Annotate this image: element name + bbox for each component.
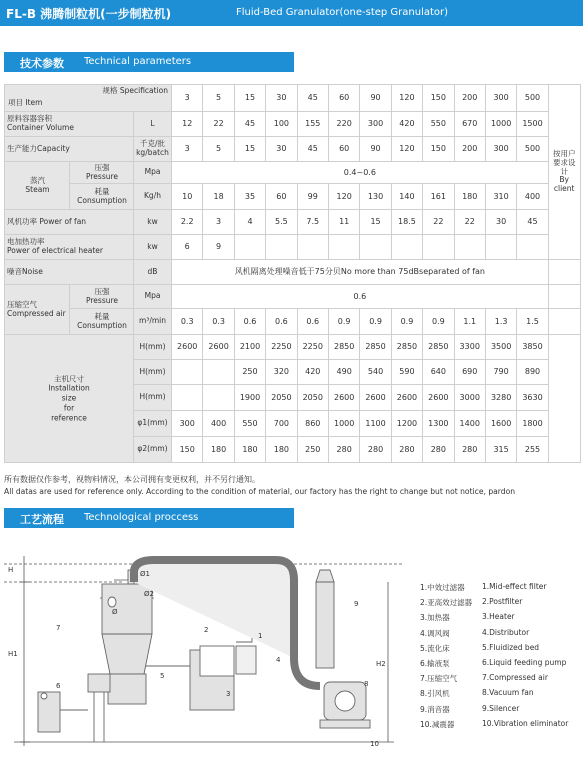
- table-cell: 280: [360, 437, 391, 463]
- process-section-title-en: Technological proccess: [84, 512, 199, 523]
- table-cell: 2600: [203, 335, 234, 360]
- table-cell: 1800: [517, 411, 548, 437]
- size-label-en: for: [63, 403, 75, 413]
- table-cell: 130: [360, 184, 391, 210]
- table-cell: 120: [391, 137, 422, 162]
- air-pressure-unit: Mpa: [134, 285, 172, 309]
- legend-zh: 6.输液泵: [420, 658, 450, 668]
- table-cell: 3500: [485, 335, 516, 360]
- steam-consumption-unit: Kg/h: [134, 184, 172, 210]
- spec-value: 15: [234, 85, 265, 112]
- table-cell: 0.6: [234, 309, 265, 335]
- table-cell: 1300: [423, 411, 454, 437]
- table-cell: 3: [203, 210, 234, 235]
- table-cell: 150: [172, 437, 203, 463]
- steam-label-zh: 蒸汽: [30, 175, 45, 185]
- steam-pressure-en: Pressure: [85, 171, 119, 181]
- table-cell: 280: [391, 437, 422, 463]
- steam-consumption-en: Consumption: [77, 195, 127, 205]
- callout-5: 5: [160, 672, 165, 680]
- table-cell: 400: [517, 184, 548, 210]
- size-row-1: [5, 335, 581, 360]
- size-unit: H(mm): [134, 385, 172, 411]
- table-cell: 550: [423, 112, 454, 137]
- table-cell: 2050: [297, 385, 328, 411]
- legend-en: 4.Distributor: [482, 627, 530, 637]
- table-cell: 2600: [360, 385, 391, 411]
- air-consumption-label: [70, 309, 134, 335]
- table-cell: 0.6: [266, 309, 297, 335]
- steam-consumption-zh: 耗量: [94, 186, 110, 196]
- fan-row: [5, 210, 581, 235]
- table-cell: 140: [391, 184, 422, 210]
- table-cell: 220: [328, 112, 359, 137]
- table-cell: 22: [454, 210, 485, 235]
- table-cell: 2100: [234, 335, 265, 360]
- callout-9: 9: [354, 600, 359, 608]
- legend-en: 6.Liquid feeding pump: [482, 657, 567, 667]
- table-cell: 690: [454, 360, 485, 385]
- legend-zh: 5.流化床: [420, 643, 450, 653]
- table-cell: 1400: [454, 411, 485, 437]
- label-h2: H2: [376, 660, 386, 668]
- spec-value: 300: [485, 85, 516, 112]
- process-section-heading: [4, 508, 294, 528]
- table-cell: 2850: [328, 335, 359, 360]
- note-line: client: [553, 183, 575, 193]
- air-pressure-row: [5, 285, 581, 309]
- spec-value: 200: [454, 85, 485, 112]
- callout-4: 4: [276, 656, 281, 664]
- label-phi2: Ø2: [144, 590, 154, 598]
- table-cell: 315: [485, 437, 516, 463]
- table-cell: 90: [360, 137, 391, 162]
- capacity-label: 生产能力Capacity: [5, 137, 134, 162]
- size-label-en: reference: [51, 413, 87, 423]
- silencer-top: [316, 570, 334, 582]
- table-cell: 790: [485, 360, 516, 385]
- table-cell: 3280: [485, 385, 516, 411]
- table-cell: 0.9: [328, 309, 359, 335]
- table-cell: 2600: [328, 385, 359, 411]
- spec-value: 5: [203, 85, 234, 112]
- table-cell: 30: [485, 210, 516, 235]
- table-cell: 3850: [517, 335, 548, 360]
- legend-item: [420, 673, 580, 688]
- table-cell: [172, 385, 203, 411]
- note-line: By: [559, 175, 569, 185]
- table-cell: 1200: [391, 411, 422, 437]
- table-cell: 250: [297, 437, 328, 463]
- table-cell: 310: [485, 184, 516, 210]
- table-cell: 2250: [266, 335, 297, 360]
- vibration-eliminator: [320, 720, 370, 728]
- legend-item: [420, 582, 580, 597]
- table-cell: 1.5: [517, 309, 548, 335]
- legend-item: [420, 612, 580, 627]
- note-empty: [548, 309, 580, 335]
- table-cell: 0.9: [423, 309, 454, 335]
- heater-label-zh: 电加热功率: [7, 237, 45, 247]
- table-cell: 420: [297, 360, 328, 385]
- air-handler: [200, 646, 234, 676]
- legend-zh: 7.压缩空气: [420, 674, 458, 684]
- table-cell: [485, 235, 516, 260]
- callout-2: 2: [204, 626, 209, 634]
- bed-body: [108, 674, 146, 704]
- fan-label: 风机功率 Power of fan: [5, 210, 134, 235]
- table-cell: 45: [297, 137, 328, 162]
- callout-3: 3: [226, 690, 231, 698]
- parameters-table: [4, 84, 581, 463]
- tech-section-title-en: Technical parameters: [84, 56, 192, 67]
- size-label-en: Installation: [48, 383, 90, 393]
- table-cell: 280: [454, 437, 485, 463]
- table-cell: 5.5: [266, 210, 297, 235]
- fan-housing: [335, 691, 355, 711]
- spec-value: 120: [391, 85, 422, 112]
- sight-glass: [108, 597, 116, 607]
- air-consumption-zh: 耗量: [94, 311, 110, 321]
- table-cell: 5: [203, 137, 234, 162]
- table-cell: 1000: [328, 411, 359, 437]
- table-cell: 0.3: [172, 309, 203, 335]
- table-cell: 2250: [297, 335, 328, 360]
- size-unit: φ1(mm): [134, 411, 172, 437]
- size-unit: φ2(mm): [134, 437, 172, 463]
- size-label: [5, 335, 134, 463]
- table-cell: 2850: [391, 335, 422, 360]
- size-label-en: size: [61, 393, 77, 403]
- table-cell: 860: [297, 411, 328, 437]
- table-cell: 200: [454, 137, 485, 162]
- table-cell: 15: [360, 210, 391, 235]
- model-title: FL-B 沸腾制粒机(一步制粒机): [6, 7, 172, 21]
- noise-row: [5, 260, 581, 285]
- legend-en: 2.Postfilter: [482, 597, 523, 607]
- label-phi1: Ø1: [140, 570, 150, 578]
- legend-item: [420, 688, 580, 703]
- table-cell: 300: [485, 137, 516, 162]
- table-cell: 99: [297, 184, 328, 210]
- legend-item: [420, 719, 580, 734]
- steam-pressure-row: [5, 162, 581, 184]
- air-consumption-unit: m³/min: [134, 309, 172, 335]
- table-cell: 45: [234, 112, 265, 137]
- table-cell: 18: [203, 184, 234, 210]
- table-cell: 280: [328, 437, 359, 463]
- table-cell: 1.1: [454, 309, 485, 335]
- table-cell: [266, 235, 297, 260]
- spec-value: 45: [297, 85, 328, 112]
- container-cart: [88, 674, 110, 692]
- size-unit: H(mm): [134, 335, 172, 360]
- steam-label: [5, 162, 70, 210]
- header-bar: [0, 0, 583, 26]
- note-empty: [548, 335, 580, 463]
- table-cell: [423, 235, 454, 260]
- table-cell: 120: [328, 184, 359, 210]
- container-label: [5, 112, 134, 137]
- spec-value: 150: [423, 85, 454, 112]
- table-cell: 700: [266, 411, 297, 437]
- legend-zh: 8.引风机: [420, 689, 450, 699]
- table-cell: 550: [234, 411, 265, 437]
- legend-item: [420, 704, 580, 719]
- container-unit: L: [134, 112, 172, 137]
- label-h1: H1: [8, 650, 18, 658]
- table-cell: 15: [234, 137, 265, 162]
- callout-7: 7: [56, 624, 61, 632]
- note-line: 按用户: [552, 149, 576, 159]
- table-cell: 2600: [172, 335, 203, 360]
- heater-unit: kw: [134, 235, 172, 260]
- air-consumption-row: [5, 309, 581, 335]
- steam-label-en: Steam: [25, 184, 50, 194]
- table-cell: 180: [203, 437, 234, 463]
- table-cell: 10: [172, 184, 203, 210]
- silencer: [316, 582, 334, 668]
- air-label-en: Compressed air: [7, 308, 66, 318]
- spec-header-cell: [5, 85, 172, 112]
- callout-1: 1: [258, 632, 263, 640]
- table-cell: 60: [328, 137, 359, 162]
- table-cell: [172, 360, 203, 385]
- table-cell: 1600: [485, 411, 516, 437]
- note-line: 要求设: [552, 158, 576, 168]
- table-cell: 30: [266, 137, 297, 162]
- table-cell: 640: [423, 360, 454, 385]
- table-cell: 280: [423, 437, 454, 463]
- exhaust-duct: [134, 560, 294, 658]
- table-cell: 2600: [391, 385, 422, 411]
- spec-label: 规格 Specification: [102, 86, 169, 95]
- steam-consumption-row: [5, 184, 581, 210]
- table-cell: 0.9: [391, 309, 422, 335]
- container-row: [5, 112, 581, 137]
- size-label-zh: 主机尺寸: [54, 374, 84, 384]
- tech-section-heading: [4, 52, 294, 72]
- table-cell: 890: [517, 360, 548, 385]
- table-cell: 9: [203, 235, 234, 260]
- table-cell: 180: [266, 437, 297, 463]
- process-legend: [420, 582, 580, 734]
- note-empty: [548, 260, 580, 285]
- steam-pressure-zh: 压强: [94, 162, 110, 172]
- process-diagram: [4, 546, 404, 756]
- table-cell: [203, 360, 234, 385]
- label-h: H: [8, 566, 14, 574]
- capacity-unit: 千克/批 kg/batch: [134, 137, 172, 162]
- tech-section-title-zh: 技术参数: [20, 57, 64, 70]
- notice-en: All datas are used for reference only. According to the condition of material, our factory has the right to change but not notice, pardon: [4, 487, 516, 496]
- heater-label-en: Power of electrical heater: [7, 246, 104, 255]
- noise-label: 噪音Noise: [5, 260, 134, 285]
- table-cell: 0.9: [360, 309, 391, 335]
- table-cell: 490: [328, 360, 359, 385]
- table-cell: [454, 235, 485, 260]
- legend-en: 9.Silencer: [482, 703, 520, 713]
- table-cell: 1900: [234, 385, 265, 411]
- table-cell: 590: [391, 360, 422, 385]
- table-cell: 3000: [454, 385, 485, 411]
- table-cell: 320: [266, 360, 297, 385]
- table-cell: 2850: [360, 335, 391, 360]
- table-cell: 1.3: [485, 309, 516, 335]
- table-cell: 3630: [517, 385, 548, 411]
- table-cell: 3: [172, 137, 203, 162]
- legend-item: [420, 597, 580, 612]
- table-cell: 1000: [485, 112, 516, 137]
- legend-zh: 10.减震器: [420, 719, 455, 729]
- table-cell: 0.3: [203, 309, 234, 335]
- air-pressure-en: Pressure: [85, 295, 119, 305]
- table-cell: 300: [172, 411, 203, 437]
- noise-unit: dB: [134, 260, 172, 285]
- spec-value: 3: [172, 85, 203, 112]
- table-cell: 540: [360, 360, 391, 385]
- spec-value: 30: [266, 85, 297, 112]
- table-cell: 255: [517, 437, 548, 463]
- table-cell: [360, 235, 391, 260]
- table-cell: [234, 235, 265, 260]
- steam-consumption-label: [70, 184, 134, 210]
- legend-en: 10.Vibration eliminator: [482, 718, 569, 728]
- capacity-row: [5, 137, 581, 162]
- table-cell: 2.2: [172, 210, 203, 235]
- legend-en: 1.Mid-effect filter: [482, 582, 547, 591]
- size-unit: H(mm): [134, 360, 172, 385]
- callout-6: 6: [56, 682, 61, 690]
- container-label-en: Container Volume: [7, 123, 74, 132]
- legend-en: 5.Fluidized bed: [482, 642, 540, 652]
- legend-en: 7.Compressed air: [482, 673, 548, 683]
- air-pressure-value: 0.6: [172, 285, 549, 309]
- legend-zh: 3.加热器: [420, 613, 450, 623]
- table-cell: 45: [517, 210, 548, 235]
- table-cell: 420: [391, 112, 422, 137]
- air-pressure-zh: 压强: [94, 286, 110, 296]
- legend-item: [420, 628, 580, 643]
- air-pressure-label: [70, 285, 134, 309]
- model-title-en: Fluid-Bed Granulator(one-step Granulator): [236, 7, 449, 18]
- table-cell: 11: [328, 210, 359, 235]
- table-cell: 1500: [517, 112, 548, 137]
- table-cell: 12: [172, 112, 203, 137]
- pump-gauge: [41, 693, 47, 699]
- container-label-zh: 原料容器容积: [7, 114, 52, 124]
- legend-zh: 1.中效过滤器: [420, 583, 465, 592]
- table-cell: 2050: [266, 385, 297, 411]
- table-cell: 161: [423, 184, 454, 210]
- table-cell: 2850: [423, 335, 454, 360]
- table-cell: 250: [234, 360, 265, 385]
- legend-en: 8.Vacuum fan: [482, 688, 534, 698]
- fan-unit: kw: [134, 210, 172, 235]
- note-empty: [548, 285, 580, 309]
- steam-pressure-unit: Mpa: [134, 162, 172, 184]
- table-cell: [297, 235, 328, 260]
- callout-8: 8: [364, 680, 369, 688]
- table-cell: 670: [454, 112, 485, 137]
- heater-row: [5, 235, 581, 260]
- legend-zh: 9.消音器: [420, 704, 450, 714]
- label-phi: Ø: [112, 608, 118, 616]
- table-cell: 3300: [454, 335, 485, 360]
- air-consumption-en: Consumption: [77, 320, 127, 330]
- note-line: 计: [560, 166, 568, 176]
- fluidized-bed: [102, 634, 152, 674]
- table-cell: [517, 235, 548, 260]
- table-cell: 60: [266, 184, 297, 210]
- callout-10: 10: [370, 740, 379, 748]
- table-cell: [328, 235, 359, 260]
- steam-pressure-value: 0.4~0.6: [172, 162, 549, 184]
- table-cell: 22: [423, 210, 454, 235]
- heater-label: [5, 235, 134, 260]
- table-cell: 2600: [423, 385, 454, 411]
- note-cell: [548, 85, 580, 260]
- notice-zh: 所有数据仅作参考，视物料情况，本公司拥有变更权利，并不另行通知。: [4, 475, 260, 484]
- spec-value: 500: [517, 85, 548, 112]
- table-cell: 300: [360, 112, 391, 137]
- table-cell: 22: [203, 112, 234, 137]
- table-cell: 500: [517, 137, 548, 162]
- table-cell: 180: [234, 437, 265, 463]
- legend-zh: 4.调风阀: [420, 628, 450, 638]
- air-label-zh: 压缩空气: [7, 299, 37, 309]
- table-cell: 35: [234, 184, 265, 210]
- legend-en: 3.Heater: [482, 612, 515, 622]
- postfilter: [236, 646, 256, 674]
- table-cell: 18.5: [391, 210, 422, 235]
- legend-item: [420, 658, 580, 673]
- table-cell: 6: [172, 235, 203, 260]
- table-cell: 0.6: [297, 309, 328, 335]
- noise-value: 风机隔离处理噪音低于75分贝No more than 75dBseparated of fan: [172, 260, 549, 285]
- item-label: 项目 Item: [8, 98, 43, 108]
- table-cell: 7.5: [297, 210, 328, 235]
- table-cell: [203, 385, 234, 411]
- process-section-title-zh: 工艺流程: [20, 513, 64, 526]
- legend-zh: 2.亚高效过滤器: [420, 598, 473, 608]
- table-cell: 180: [454, 184, 485, 210]
- spec-value: 90: [360, 85, 391, 112]
- table-cell: 1100: [360, 411, 391, 437]
- table-cell: [391, 235, 422, 260]
- spec-row: [5, 85, 581, 112]
- legend-item: [420, 643, 580, 658]
- spec-value: 60: [328, 85, 359, 112]
- steam-pressure-label: [70, 162, 134, 184]
- table-cell: 100: [266, 112, 297, 137]
- air-label: [5, 285, 70, 335]
- table-cell: 155: [297, 112, 328, 137]
- table-cell: 4: [234, 210, 265, 235]
- table-cell: 150: [423, 137, 454, 162]
- table-cell: 400: [203, 411, 234, 437]
